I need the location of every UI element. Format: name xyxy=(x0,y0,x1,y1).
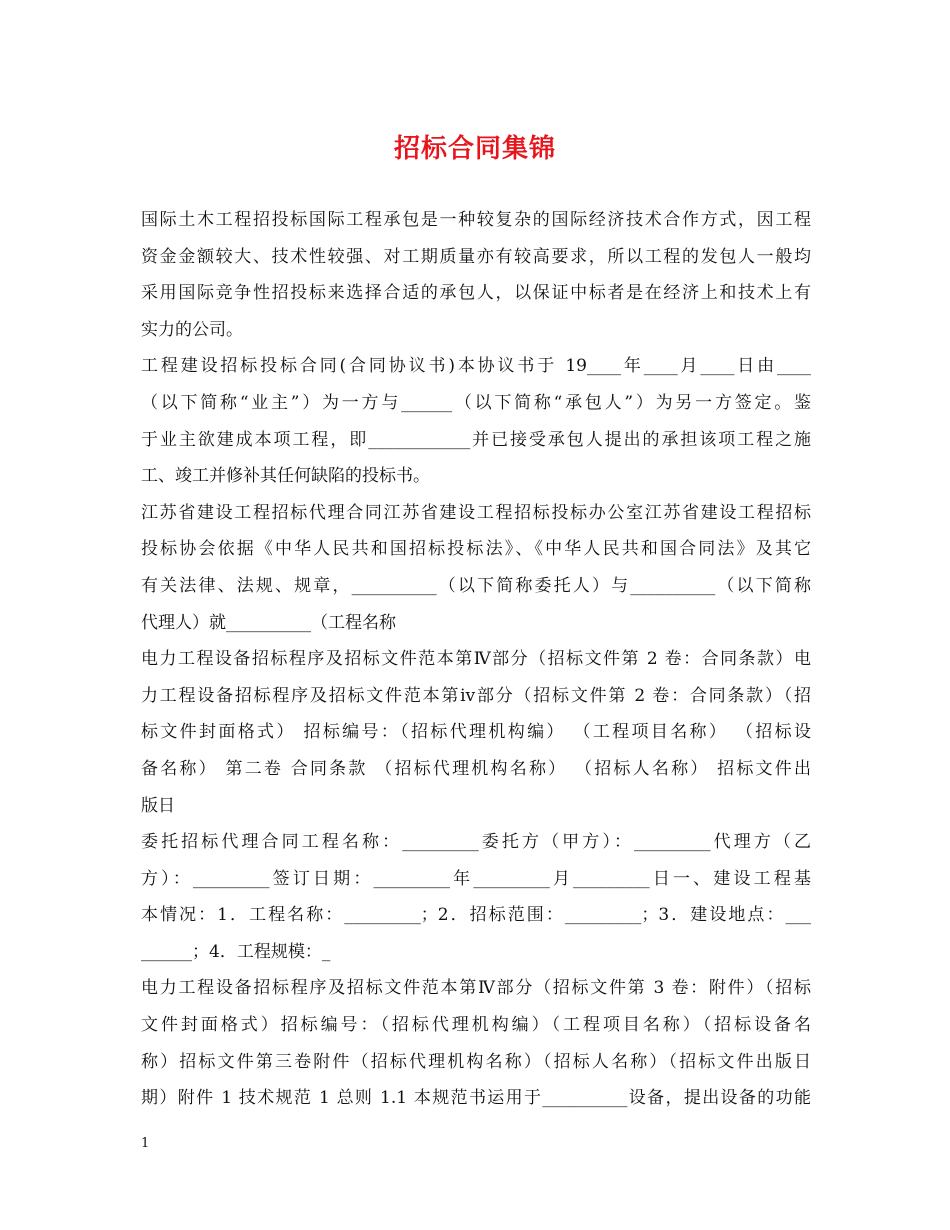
body-line: 有关法律、法规、规章，__________（以下简称委托人）与__________（以下简称 xyxy=(141,575,811,596)
body-line: 工、竣工并修补其任何缺陷的投标书。 xyxy=(141,466,430,487)
body-line: 于业主欲建成本项工程，即____________并已接受承包人提出的承担该项工程之施 xyxy=(141,429,811,450)
document-title: 招标合同集锦 xyxy=(393,134,556,164)
body-line: 方）：_________签订日期：_________年_________月_________日一、建设工程基 xyxy=(141,868,811,889)
body-line: 称）招标文件第三卷附件（招标代理机构名称）（招标人名称）（招标文件出版日 xyxy=(141,1051,811,1072)
body-line: 采用国际竞争性招投标来选择合适的承包人，以保证中标者是在经济上和技术上有 xyxy=(141,283,811,304)
body-line: 文件封面格式）招标编号：（招标代理机构编）（工程项目名称）（招标设备名 xyxy=(141,1015,811,1036)
body-line: 本情况：1．工程名称：_________；2．招标范围：_________；3．建设地点：___ xyxy=(141,905,811,926)
body-line: 电力工程设备招标程序及招标文件范本第Ⅳ部分（招标文件第 3 卷：附件）（招标 xyxy=(141,978,811,999)
body-line: 投标协会依据《中华人民共和国招标投标法》、《中华人民共和国合同法》及其它 xyxy=(141,539,811,560)
body-line: 版日 xyxy=(141,795,175,816)
body-line: 国际土木工程招投标国际工程承包是一种较复杂的国际经济技术合作方式，因工程 xyxy=(141,210,811,230)
body-line: 代理人）就__________（工程名称 xyxy=(141,612,396,633)
body-line: 标文件封面格式） 招标编号：（招标代理机构编） （工程项目名称） （招标设 xyxy=(141,722,811,743)
body-line: 江苏省建设工程招标代理合同江苏省建设工程招标投标办公室江苏省建设工程招标 xyxy=(141,502,811,523)
body-line: 备名称） 第二卷 合同条款 （招标代理机构名称） （招标人名称） 招标文件出 xyxy=(141,758,811,779)
body-line: 电力工程设备招标程序及招标文件范本第Ⅳ部分（招标文件第 2 卷：合同条款）电 xyxy=(141,649,811,670)
body-line: 委托招标代理合同工程名称：_________委托方（甲方）：_________代理方（乙 xyxy=(141,832,811,853)
body-line: 工程建设招标投标合同(合同协议书)本协议书于 19____年____月____日由____ xyxy=(141,356,811,377)
body-line: 力工程设备招标程序及招标文件范本第ⅳ部分（招标文件第 2 卷：合同条款）（招 xyxy=(141,685,811,706)
page-number: 1 xyxy=(141,1136,150,1151)
body-line: 资金金额较大、技术性较强、对工期质量亦有较高要求，所以工程的发包人一般均 xyxy=(141,246,811,267)
body-line: ______；4．工程规模：_ xyxy=(141,941,331,962)
document-body xyxy=(141,202,811,1117)
body-line: 期）附件 1 技术规范 1 总则 1.1 本规范书运用于__________设备，提出设备的功能 xyxy=(141,1088,811,1109)
body-line: 实力的公司。 xyxy=(141,319,243,340)
body-line: （以下简称“业主”）为一方与______（以下简称“承包人”）为另一方签定。鉴 xyxy=(141,392,811,413)
